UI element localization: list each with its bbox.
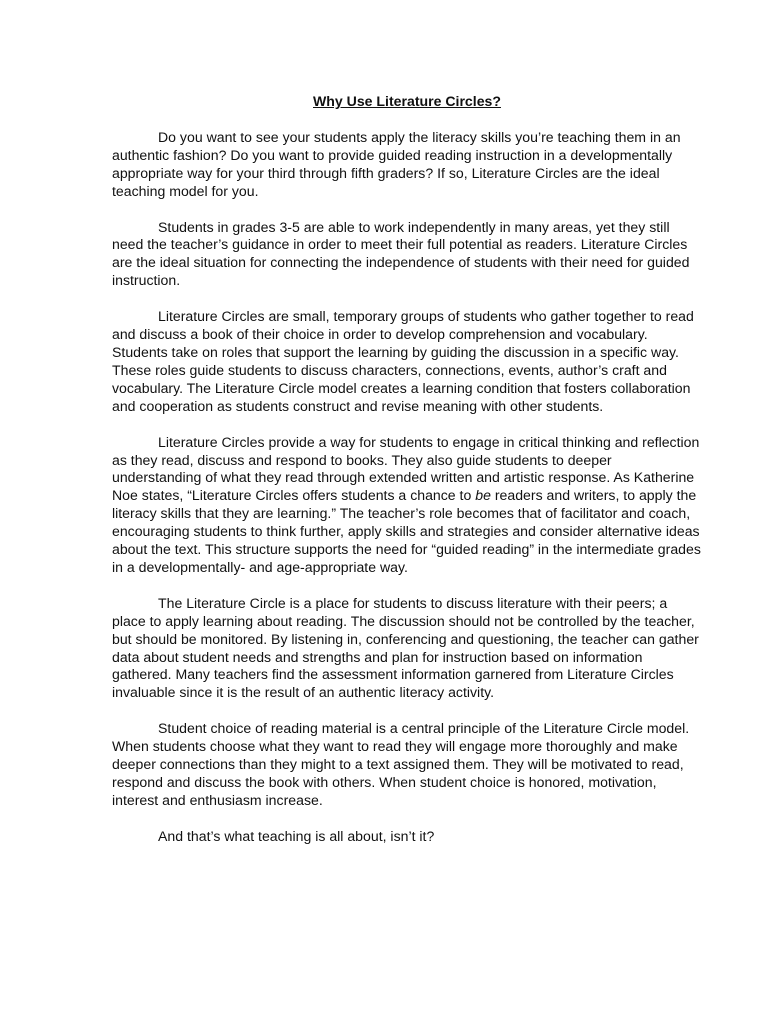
paragraph-1: Do you want to see your students apply the literacy skills you’re teaching them in an authentic fashion? Do you want to provide guided reading instruction in a developmentally appropriate way for your third through fifth graders? If so, Literature Circles are the ideal teaching model for you.	[112, 128, 681, 199]
document-title: Why Use Literature Circles?	[313, 93, 501, 109]
paragraph-6: Student choice of reading material is a central principle of the Literature Circle model. When students choose what they want to read they will engage more thoroughly and make deeper connections than they might to a text assigned them. They will be motivated to read, respond and discuss the book with others. When student choice is honored, motivation, interest and enthusiasm increase.	[112, 720, 690, 808]
document-page	[112, 93, 702, 846]
paragraph-4-text-a: Literature Circles provide a way for students to engage in critical thinking and reflection as they read, discuss and respond to books. They also guide students to deeper understanding of what they read through extended written and artistic response. As Katherine Noe states, “Literature Circles offers students a chance to	[112, 433, 700, 504]
paragraph-4	[112, 434, 702, 577]
closing-line: And that’s what teaching is all about, isn’t it?	[158, 827, 435, 844]
paragraph-4-text-b: readers and writers, to apply the literacy skills that they are learning.” The teacher’s role becomes that of facilitator and coach, encouraging students to think further, apply skills and strategies and consider alternative ideas about the text. This structure supports the need for “guided reading” in the intermediate grades in a developmentally- and age-appropriate way.	[112, 487, 701, 575]
paragraph-2: Students in grades 3-5 are able to work independently in many areas, yet they still need the teacher’s guidance in order to meet their full potential as readers. Literature Circles are the ideal situation for connecting the independence of students with their need for guided instruction.	[112, 218, 690, 289]
paragraph-3: Literature Circles are small, temporary groups of students who gather together to read and discuss a book of their choice in order to develop comprehension and vocabulary. Students take on roles that support the learning by guiding the discussion in a specific way. These roles guide students to discuss characters, connections, events, author’s craft and vocabulary. The Literature Circle model creates a learning condition that fosters collaboration and cooperation as students construct and revise meaning with other students.	[112, 308, 694, 414]
paragraph-5: The Literature Circle is a place for students to discuss literature with their peers; a place to apply learning about reading. The discussion should not be controlled by the teacher, but should be monitored. By listening in, conferencing and questioning, the teacher can gather data about student needs and strengths and plan for instruction based on information gathered. Many teachers find the assessment information garnered from Literature Circles invaluable since it is the result of an authentic literacy activity.	[112, 594, 699, 701]
paragraph-4-italic: be	[475, 487, 491, 504]
